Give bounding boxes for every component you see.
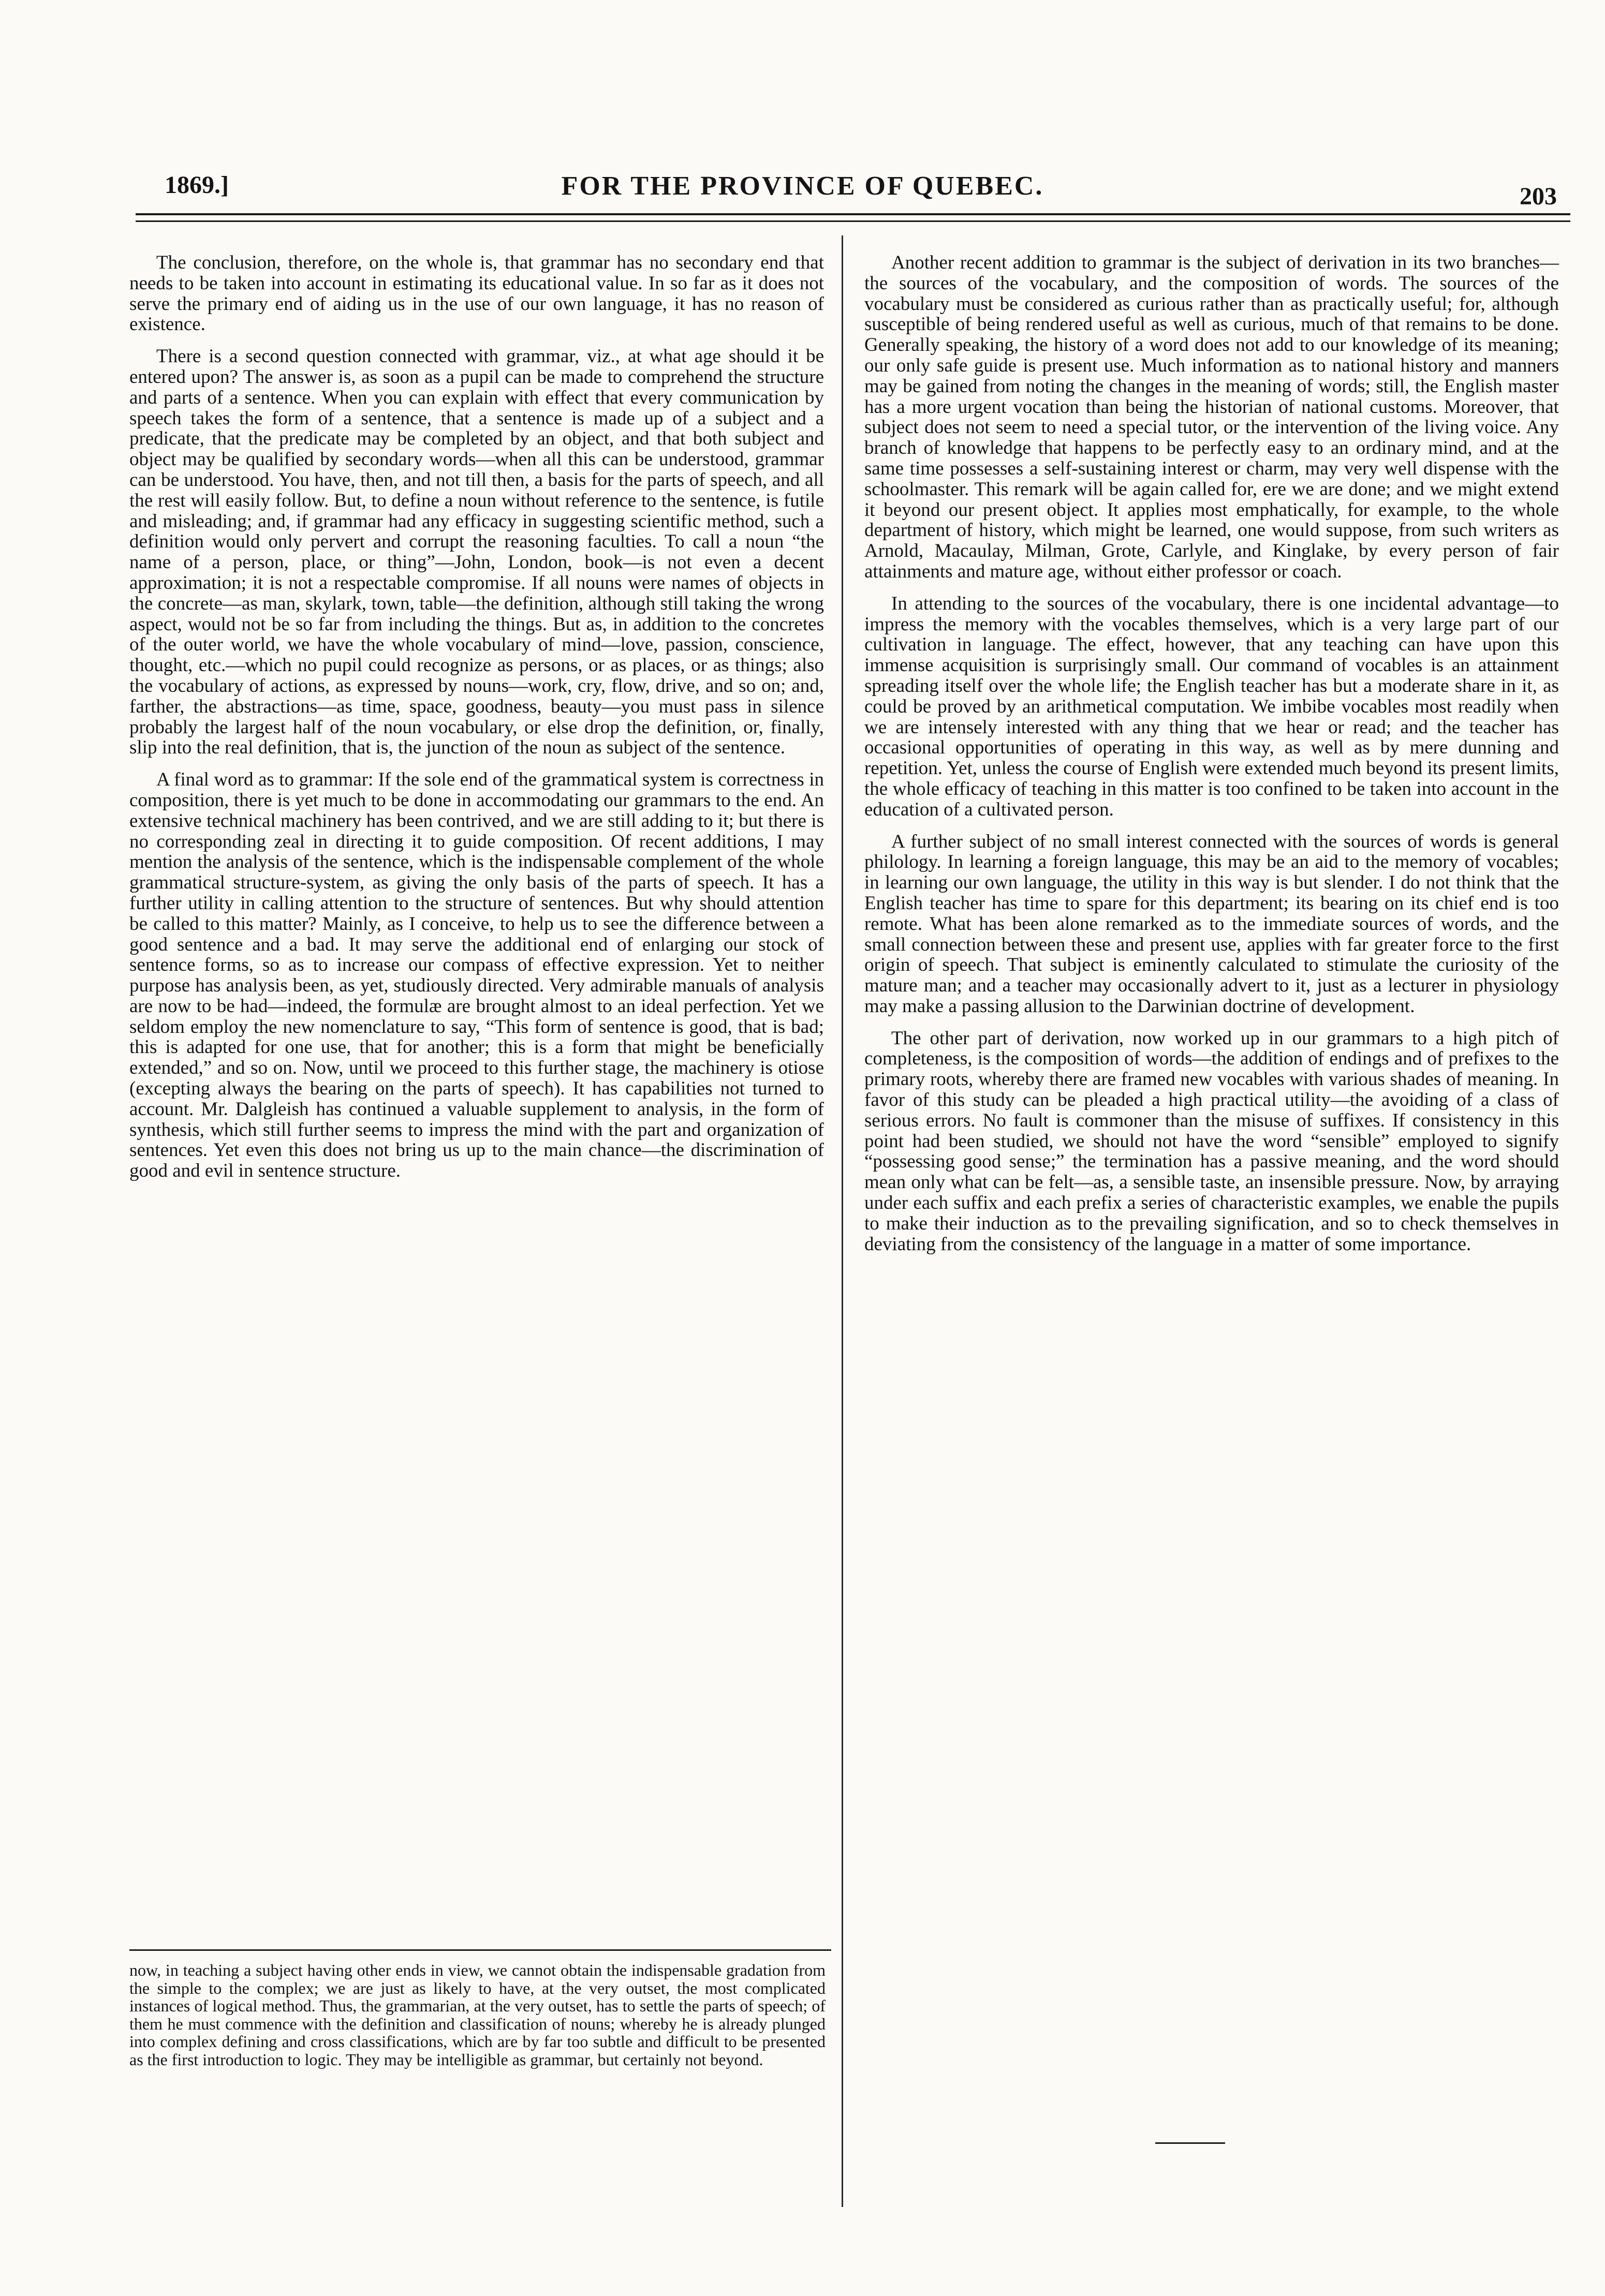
column-divider [842,235,843,2207]
header-year: 1869.] [165,171,229,199]
paragraph: There is a second question connected with grammar, viz., at what age should it be entered upon? The answer is, as soon as a pupil can be made to comprehend the structure and parts of a sentence. When you can explain with effect that every communication by speech takes the form of a sentence, that a sentence is made up of a subject and a predicate, that the predicate may be completed by an object, and that both subject and object may be qualified by secondary words—when all this can be understood, grammar can be understood. You have, then, and not till then, a basis for the parts of speech, and all the rest will easily follow. But, to define a noun without reference to the sentence, is futile and misleading; and, if grammar had any efficacy in suggesting scientific method, such a definition would only pervert and corrupt the reasoning faculties. To call a noun “the name of a person, place, or thing”—John, London, book—is not even a decent approximation; it is not a respectable compromise. If all nouns were names of objects in the concrete—as man, skylark, town, table—the definition, although still taking the wrong aspect, would not be so far from including the things. But as, in addition to the concretes of the outer world, we have the whole vocabulary of mind—love, passion, conscience, thought, etc.—which no pupil could recognize as persons, or as places, or as things; also the vocabulary of actions, as expressed by nouns—work, cry, flow, drive, and so on; and, farther, the abstractions—as time, space, goodness, beauty—you must pass in silence probably the largest half of the noun vocabulary, or else drop the definition, or, finally, slip into the real definition, that is, the junction of the noun as subject of the sentence. [129,346,824,759]
paragraph: Another recent addition to grammar is the subject of derivation in its two branches—the sources of the vocabulary, and the composition of words. The sources of the vocabulary must be considered as curious rather than as practically useful; for, although susceptible of being rendered useful as well as curious, much of that remains to be done. Generally speaking, the history of a word does not add to our knowledge of its meaning; our only safe guide is present use. Much information as to national history and manners may be gained from noting the changes in the meaning of words; still, the English master has a more urgent vocation than being the historian of national customs. Moreover, that subject does not seem to need a special tutor, or the intervention of the living voice. Any branch of knowledge that happens to be perfectly easy to an ordinary mind, and at the same time possesses a self-sustaining interest or charm, may very well dispense with the schoolmaster. This remark will be again called for, ere we are done; and we might extend it beyond our present object. It applies most emphatically, for example, to the whole department of history, which might be learned, one would suppose, from such writers as Arnold, Macaulay, Milman, Grote, Carlyle, and Kinglake, by every person of fair attainments and mature age, without either professor or coach. [864,252,1559,582]
left-column [129,253,824,1193]
paragraph: In attending to the sources of the vocabulary, there is one incidental advantage—to impress the memory with the vocables themselves, which is a very large part of our cultivation in language. The effect, however, that any teaching can have upon this immense acquisition is surprisingly small. Our command of vocables is an attainment spreading itself over the whole life; the English teacher has but a moderate share in it, as could be proved by an arithmetical computation. We imbibe vocables most readily when we are intensely interested with any thing that we hear or read; and the teacher has occasional opportunities of operating in this way, as well as by mere dunning and repetition. Yet, unless the course of English were extended much beyond its present limits, the whole efficacy of teaching in this matter is too confined to be taken into account in the education of a cultivated person. [864,592,1559,820]
right-column [864,253,1559,1266]
page-number: 203 [1520,183,1557,210]
running-header [0,0,1605,228]
footnote: now, in teaching a subject having other ends in view, we cannot obtain the indispensable gradation from the simple to the complex; we are just as likely to have, at the very outset, the most complicated instances of logical method. Thus, the grammarian, at the very outset, has to settle the parts of speech; of them he must commence with the definition and classification of nouns; whereby he is already plunged into complex defining and cross classifications, which are by far too subtle and difficult to be presented as the first introduction to logic. They may be intelligible as grammar, but certainly not beyond. [129,1961,826,2069]
paragraph: A further subject of no small interest connected with the sources of words is general philology. In learning a foreign language, this may be an aid to the memory of vocables; in learning our own language, the utility in this way is but slender. I do not think that the English teacher has time to spare for this department; its bearing on its chief end is too remote. What has been alone remarked as to the immediate sources of words, and the small connection between these and present use, applies with far greater force to the first origin of speech. That subject is eminently calculated to stimulate the curiosity of the mature man; and a teacher may occasionally advert to it, just as a lecturer in physiology may make a passing allusion to the Darwinian doctrine of development. [864,831,1559,1017]
header-title: FOR THE PROVINCE OF QUEBEC. [561,171,1044,201]
paragraph: The conclusion, therefore, on the whole is, that grammar has no secondary end that needs to be taken into account in estimating its educational value. In so far as it does not serve the primary end of aiding us in the use of our own language, it has no reason of existence. [129,252,824,335]
paragraph: The other part of derivation, now worked up in our grammars to a high pitch of completeness, is the composition of words—the addition of endings and of prefixes to the primary roots, whereby there are framed new vocables with various shades of meaning. In favor of this study can be pleaded a high practical utility—the avoiding of a class of serious errors. No fault is commoner than the misuse of suffixes. If consistency in this point had been studied, we should not have the word “sensible” employed to signify “possessing good sense;” the termination has a passive meaning, and the word should mean only what can be felt—as, a sensible taste, an insensible pressure. Now, by arraying under each suffix and each prefix a series of characteristic examples, we enable the pupils to make their induction as to the prevailing signification, and so to check themselves in deviating from the consistency of the language in a matter of some importance. [864,1027,1559,1255]
header-rule [136,213,1570,215]
header-rule-double [136,220,1570,222]
paragraph: A final word as to grammar: If the sole end of the grammatical system is correctness in composition, there is yet much to be done in accommodating our grammars to the end. An extensive technical machinery has been contrived, and we are still adding to it; but there is no corresponding zeal in directing it to guide composition. Of recent additions, I may mention the analysis of the sentence, which is the indispensable complement of the whole grammatical structure-system, as giving the only basis of the parts of speech. It has a further utility in calling attention to the structure of sentences. But why should attention be called to this matter? Mainly, as I conceive, to help us to see the difference between a good sentence and a bad. It may serve the additional end of enlarging our stock of sentence forms, so as to increase our compass of effective expression. Yet to neither purpose has analysis been, as yet, studiously directed. Very admirable manuals of analysis are now to be had—indeed, the formulæ are brought almost to an ideal perfection. Yet we seldom employ the new nomenclature to say, “This form of sentence is good, that is bad; this is adapted for one use, that for another; this is a form that might be beneficially extended,” and so on. Now, until we proceed to this further stage, the machinery is otiose (excepting always the bearing on the parts of speech). It has capabilities not turned to account. Mr. Dalgleish has continued a valuable supplement to analysis, in the form of synthesis, which still further seems to impress the mind with the part and organization of sentences. Yet even this does not bring us up to the main chance—the discrimination of good and evil in sentence structure. [129,769,824,1182]
article-end-rule [1155,2142,1225,2144]
footnote-rule [129,1949,831,1951]
